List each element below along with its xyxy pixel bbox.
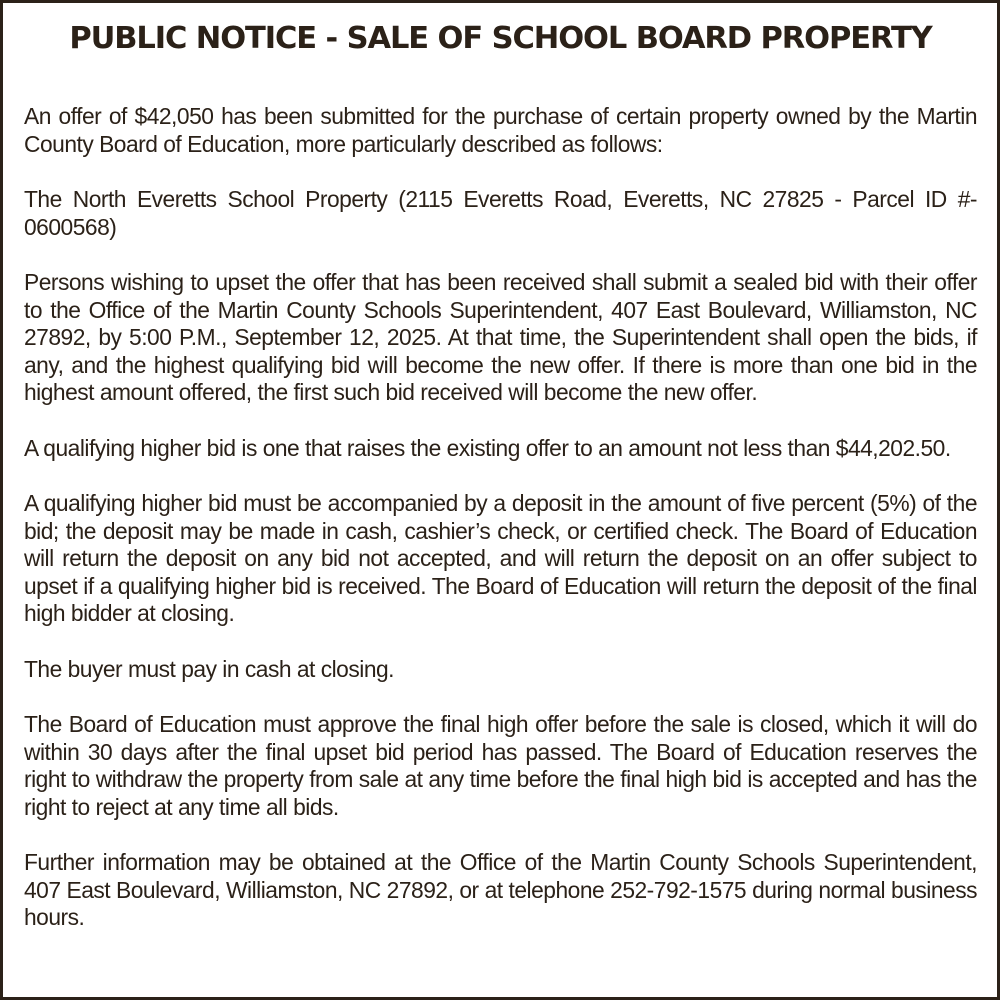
paragraph-bidding-process: Persons wishing to upset the offer that has been received shall submit a sealed bid with their offer to the Office of the Martin County Schools Superintendent, 407 East Boulevard, Williamston, NC 27892, by 5:00 P.M., September 12, 2025. At that time, the Superintendent shall open the bids, if any, and the highest qualifying bid will become the new offer. If there is more than one bid in the highest amount offered, the first such bid received will become the new offer. — [24, 269, 977, 405]
notice-title: PUBLIC NOTICE - SALE OF SCHOOL BOARD PROPERTY — [69, 21, 932, 56]
paragraph-qualifying-bid: A qualifying higher bid is one that raises the existing offer to an amount not less than $44,202.50. — [24, 434, 951, 461]
paragraph-offer: An offer of $42,050 has been submitted for the purchase of certain property owned by the Martin County Board of Education, more particularly described as follows: — [24, 103, 977, 157]
notice-body — [24, 103, 977, 932]
paragraph-contact: Further information may be obtained at the Office of the Martin County Schools Superintendent, 407 East Boulevard, Williamston, NC 27892, or at telephone 252-792-1575 during normal business hours. — [24, 849, 977, 930]
paragraph-property: The North Everetts School Property (2115 Everetts Road, Everetts, NC 27825 - Parcel ID #- 0600568) — [24, 186, 977, 240]
paragraph-approval: The Board of Education must approve the final high offer before the sale is closed, which it will do within 30 days after the final upset bid period has passed. The Board of Education reserves the right to withdraw the property from sale at any time before the final high bid is accepted and has the right to reject at any time all bids. — [24, 711, 977, 820]
paragraph-deposit: A qualifying higher bid must be accompanied by a deposit in the amount of five percent (5%) of the bid; the deposit may be made in cash, cashier’s check, or certified check. The Board of Education will return the deposit on any bid not accepted, and will return the deposit on an offer subject to upset if a qualifying higher bid is received. The Board of Education will return the deposit of the final high bidder at closing. — [24, 490, 977, 626]
paragraph-payment: The buyer must pay in cash at closing. — [24, 655, 395, 682]
